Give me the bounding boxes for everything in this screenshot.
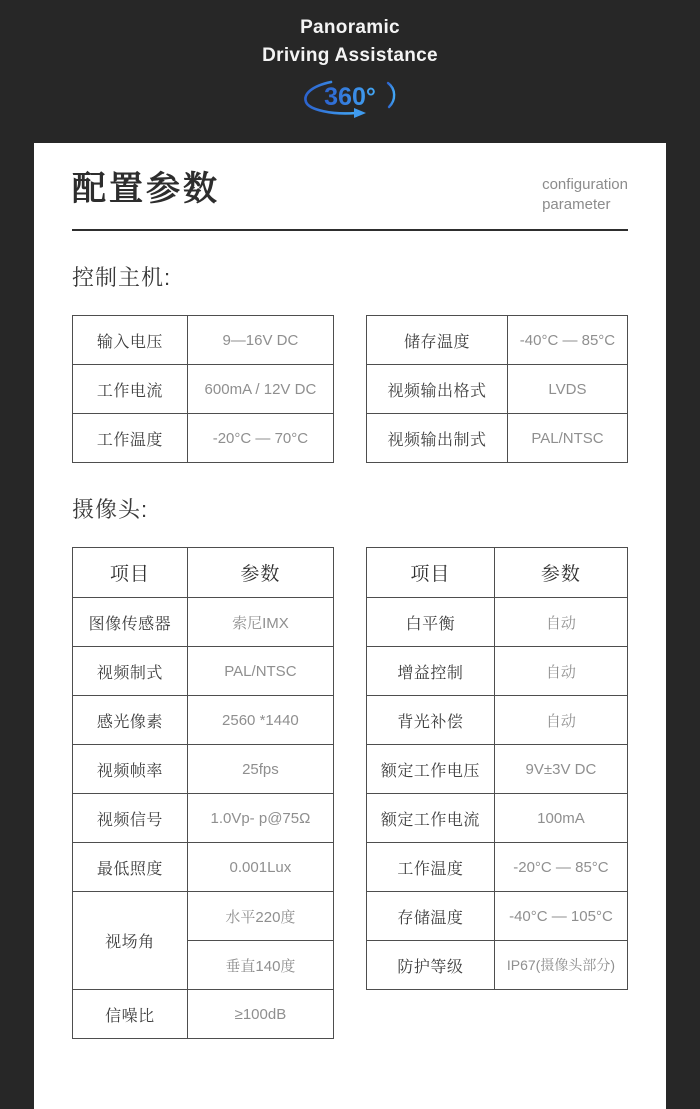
- spec-label: 存储温度: [367, 892, 495, 941]
- spec-value: -20°C — 85°C: [494, 843, 627, 892]
- spec-label: 工作温度: [73, 414, 188, 463]
- table-row: [73, 647, 334, 696]
- hero-title-line2: Driving Assistance: [262, 45, 438, 66]
- table-row: [73, 990, 334, 1039]
- column-header-param: 参数: [494, 548, 627, 598]
- table-row: [367, 414, 628, 463]
- spec-card: [34, 143, 666, 1109]
- spec-label: 视频输出格式: [367, 365, 508, 414]
- spec-value: 自动: [494, 598, 627, 647]
- table-row: [367, 365, 628, 414]
- camera-table-right: [366, 547, 628, 990]
- logo-right-arc: [388, 83, 394, 107]
- spec-label: 输入电压: [73, 316, 188, 365]
- table-row: [73, 598, 334, 647]
- table-row: [367, 598, 628, 647]
- spec-label: 视场角: [73, 892, 188, 990]
- table-row: [73, 794, 334, 843]
- table-row: [73, 696, 334, 745]
- spec-value: 25fps: [187, 745, 333, 794]
- spec-value: 9—16V DC: [187, 316, 333, 365]
- table-row: [367, 696, 628, 745]
- spec-label: 工作温度: [367, 843, 495, 892]
- spec-label: 增益控制: [367, 647, 495, 696]
- spec-value: PAL/NTSC: [507, 414, 627, 463]
- logo-360-svg: [298, 76, 402, 122]
- section-heading-camera: 摄像头:: [72, 497, 149, 522]
- spec-label: 背光补偿: [367, 696, 495, 745]
- host-table-right: [366, 315, 628, 463]
- spec-label: 储存温度: [367, 316, 508, 365]
- spec-label: 视频信号: [73, 794, 188, 843]
- table-row: [73, 365, 334, 414]
- column-header-item: 项目: [73, 548, 188, 598]
- table-row-fov: [73, 892, 334, 941]
- column-header-item: 项目: [367, 548, 495, 598]
- subtitle-line1: configuration: [542, 176, 628, 193]
- table-row: [73, 316, 334, 365]
- spec-value: LVDS: [507, 365, 627, 414]
- spec-value: 0.001Lux: [187, 843, 333, 892]
- table-row: [367, 647, 628, 696]
- table-row: [73, 843, 334, 892]
- spec-label: 白平衡: [367, 598, 495, 647]
- spec-value: PAL/NTSC: [187, 647, 333, 696]
- spec-value: 水平220度: [187, 892, 333, 941]
- spec-label: 视频帧率: [73, 745, 188, 794]
- logo-360: [0, 76, 700, 122]
- title-row: [72, 143, 628, 215]
- spec-label: 防护等级: [367, 941, 495, 990]
- hero-title-line1: Panoramic: [300, 17, 400, 38]
- section-heading-host: 控制主机:: [72, 265, 172, 290]
- spec-value: IP67(摄像头部分): [494, 941, 627, 990]
- spec-value: -40°C — 105°C: [494, 892, 627, 941]
- spec-value: 9V±3V DC: [494, 745, 627, 794]
- table-row: [367, 745, 628, 794]
- spec-label: 感光像素: [73, 696, 188, 745]
- spec-label: 额定工作电压: [367, 745, 495, 794]
- logo-360-text: 360°: [324, 83, 376, 111]
- table-row: [367, 794, 628, 843]
- spec-value: 1.0Vp- p@75Ω: [187, 794, 333, 843]
- spec-value: ≥100dB: [187, 990, 333, 1039]
- hero-banner: [0, 0, 700, 122]
- table-header-row: [367, 548, 628, 598]
- subtitle-line2: parameter: [542, 196, 611, 213]
- host-tables-row: [72, 315, 628, 463]
- spec-label: 额定工作电流: [367, 794, 495, 843]
- spec-value: 垂直140度: [187, 941, 333, 990]
- spec-value: 自动: [494, 696, 627, 745]
- spec-value: 2560 *1440: [187, 696, 333, 745]
- spec-label: 信噪比: [73, 990, 188, 1039]
- table-row: [367, 941, 628, 990]
- table-row: [367, 316, 628, 365]
- table-row: [367, 843, 628, 892]
- spec-value: 600mA / 12V DC: [187, 365, 333, 414]
- spec-value: 索尼IMX: [187, 598, 333, 647]
- spec-value: -40°C — 85°C: [507, 316, 627, 365]
- divider-rule: [72, 229, 628, 231]
- column-header-param: 参数: [187, 548, 333, 598]
- spec-label: 最低照度: [73, 843, 188, 892]
- spec-label: 视频制式: [73, 647, 188, 696]
- camera-tables-row: [72, 547, 628, 1039]
- spec-value: -20°C — 70°C: [187, 414, 333, 463]
- spec-value: 自动: [494, 647, 627, 696]
- camera-table-left: [72, 547, 334, 1039]
- page-subtitle: [542, 175, 628, 215]
- spec-value: 100mA: [494, 794, 627, 843]
- spec-label: 工作电流: [73, 365, 188, 414]
- page-title: 配置参数: [72, 170, 220, 208]
- table-row: [73, 745, 334, 794]
- spec-label: 图像传感器: [73, 598, 188, 647]
- spec-label: 视频输出制式: [367, 414, 508, 463]
- table-row: [367, 892, 628, 941]
- table-header-row: [73, 548, 334, 598]
- table-row: [73, 414, 334, 463]
- host-table-left: [72, 315, 334, 463]
